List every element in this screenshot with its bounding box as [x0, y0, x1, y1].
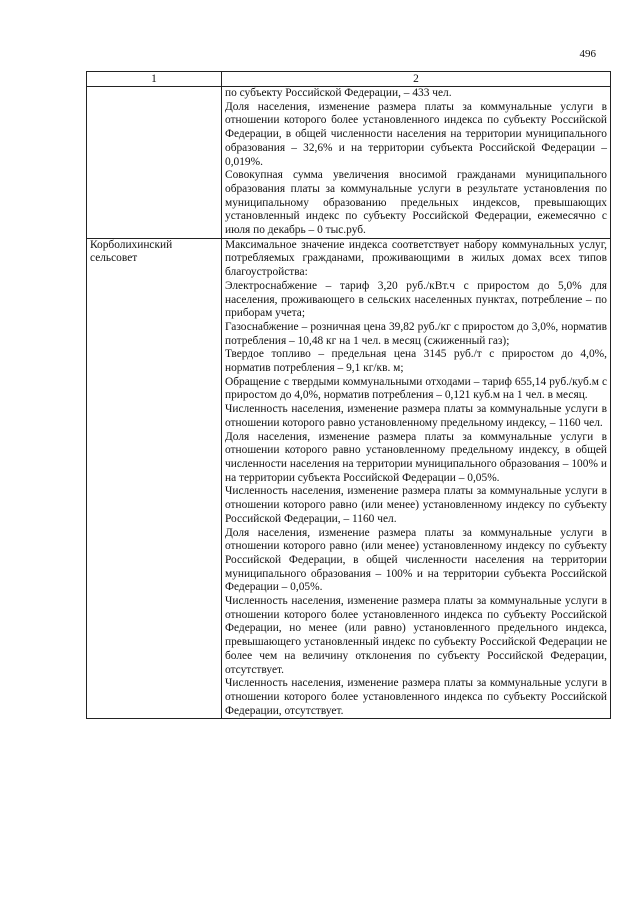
column-header-1: 1 [87, 72, 222, 87]
paragraph: Доля населения, изменение размера платы за коммунальные услуги в отношении которого более установленного индекса по субъекту Российской Федерации, в общей численности населения на территории муниципального образования – 32,6% и на территории субъекта Российской Федерации – 0,019%. [225, 100, 607, 168]
paragraph: Твердое топливо – предельная цена 3145 руб./т с приростом до 4,0%, норматив потребления – 9,1 кг/кв. м; [225, 348, 607, 375]
page-number: 496 [579, 48, 596, 60]
paragraph: по субъекту Российской Федерации, – 433 чел. [225, 87, 452, 99]
paragraph: Максимальное значение индекса соответствует набору коммунальных услуг, потребляемых гражданами, проживающими в жилых домах всех типов благоустройства: [225, 238, 607, 279]
column-header-2: 2 [222, 72, 611, 87]
municipality-name-cell [87, 87, 222, 239]
description-cell [222, 238, 611, 719]
paragraph: Совокупная сумма увеличения вносимой гражданами муниципального образования платы за коммунальные услуги в результате установления по муниципальному образованию предельных индексов, превышающих установленный индекс по субъекту Российской Федерации, ежемесячно с июля по декабрь – 0 тыс.руб. [225, 169, 607, 237]
municipality-name-cell: Корболихинский сельсовет [87, 238, 222, 719]
paragraph: Газоснабжение – розничная цена 39,82 руб./кг с приростом до 3,0%, норматив потребления – 10,48 кг на 1 чел. в месяц (сжиженный газ); [225, 320, 607, 347]
document-table [86, 71, 611, 719]
table-row [87, 87, 611, 239]
paragraph: Численность населения, изменение размера платы за коммунальные услуги в отношении которого более установленного индекса по субъекту Российской Федерации, отсутствует. [225, 677, 607, 717]
paragraph: Численность населения, изменение размера платы за коммунальные услуги в отношении которого более установленного индекса по субъекту Российской Федерации, но менее (или равно) установленного предельного индекса, превышающего установленный индекс по субъекту Российской Федерации не более чем на величину отклонения по субъекту Российской Федерации, отсутствует. [225, 595, 607, 676]
paragraph: Обращение с твердыми коммунальными отходами – тариф 655,14 руб./куб.м с приростом до 4,0%, норматив потребления – 0,121 куб.м на 1 чел. в месяц. [225, 375, 607, 402]
paragraph: Электроснабжение – тариф 3,20 руб./кВт.ч с приростом до 5,0% для населения, проживающего в сельских населенных пунктах, потребление – по приборам учета; [225, 279, 607, 320]
paragraph: Численность населения, изменение размера платы за коммунальные услуги в отношении которого равно установленному предельному индексу, – 1160 чел. [225, 403, 607, 429]
description-cell [222, 87, 611, 239]
paragraph: Численность населения, изменение размера платы за коммунальные услуги в отношении которого равно (или менее) установленному индексу по субъекту Российской Федерации, – 1160 чел. [225, 485, 607, 525]
paragraph: Доля населения, изменение размера платы за коммунальные услуги в отношении которого равно установленному предельному индексу, в общей численности населения на территории муниципального образования – 100% и на территории субъекта Российской Федерации – 0,05%. [225, 430, 607, 484]
paragraph: Доля населения, изменение размера платы за коммунальные услуги в отношении которого равно (или менее) установленному индексу по субъекту Российской Федерации, в общей численности населения на территории муниципального образования – 100% и на территории субъекта Российской Федерации – 0,05%. [225, 526, 607, 594]
table-row [87, 238, 611, 719]
header-row [87, 72, 611, 87]
